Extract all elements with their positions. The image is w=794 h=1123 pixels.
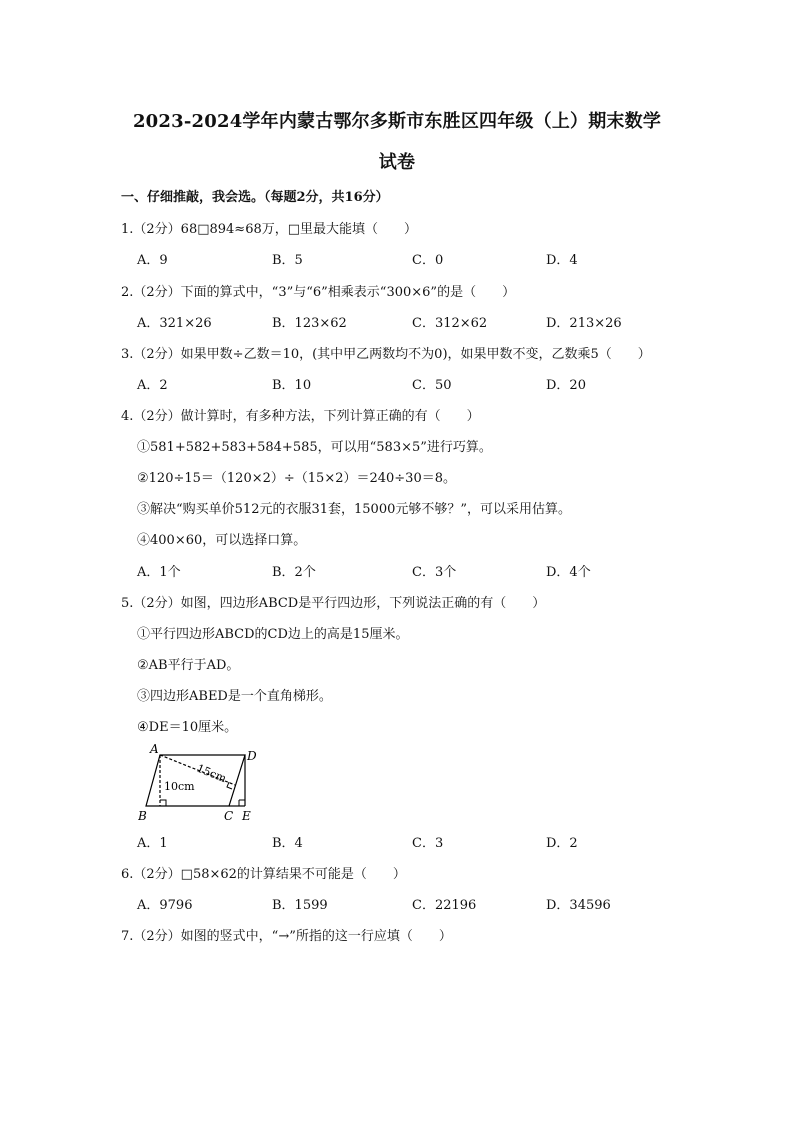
question-1-options	[137, 249, 697, 269]
option-c: C．3	[412, 836, 444, 851]
option-d: D．2	[546, 836, 578, 851]
question-4-statement-4: ④400×60，可以选择口算。	[137, 533, 307, 548]
option-c: C．50	[412, 378, 452, 393]
option-a: A．9796	[137, 898, 193, 913]
question-6-options	[137, 894, 697, 914]
label-e: E	[242, 809, 251, 823]
option-d: D．4	[546, 253, 578, 268]
option-a: A．1	[137, 836, 168, 851]
parallelogram-outline	[146, 755, 245, 806]
option-d: D．34596	[546, 898, 611, 913]
question-2-options	[137, 312, 697, 332]
question-5-statement-1: ①平行四边形ABCD的CD边上的高是15厘米。	[137, 627, 409, 642]
question-5-statement-2: ②AB平行于AD。	[137, 658, 240, 673]
question-4-statement-2: ②120÷15＝（120×2）÷（15×2）＝240÷30＝8。	[137, 471, 456, 486]
question-4-statement-1: ①581+582+583+584+585，可以用“583×5”进行巧算。	[137, 440, 492, 455]
question-7-stem: 7.（2分）如图的竖式中，“→”所指的这一行应填（ ）	[121, 929, 452, 944]
option-d: D．213×26	[546, 316, 622, 331]
option-b: B．10	[272, 378, 312, 393]
option-a: A．1个	[137, 565, 181, 580]
parallelogram-figure	[138, 740, 262, 824]
label-10cm: 10cm	[164, 780, 195, 793]
option-b: B．5	[272, 253, 303, 268]
option-d: D．20	[546, 378, 586, 393]
section-heading: 一、仔细推敲，我会选。（每题2分，共16分）	[121, 190, 389, 205]
exam-title-line2: 试卷	[378, 152, 416, 173]
question-1-stem: 1.（2分）68□894≈68万，□里最大能填（ ）	[121, 222, 418, 237]
option-b: B．4	[272, 836, 303, 851]
option-a: A．9	[137, 253, 168, 268]
label-c: C	[224, 809, 234, 823]
question-3-options	[137, 374, 697, 394]
option-c: C．0	[412, 253, 444, 268]
option-c: C．3个	[412, 565, 457, 580]
exam-title-line1: 2023-2024学年内蒙古鄂尔多斯市东胜区四年级（上）期末数学	[132, 111, 662, 132]
option-b: B．1599	[272, 898, 328, 913]
question-3-stem: 3.（2分）如果甲数÷乙数＝10，(其中甲乙两数均不为0)，如果甲数不变，乙数乘5（ ）	[121, 347, 651, 362]
option-c: C．22196	[412, 898, 477, 913]
option-a: A．321×26	[137, 316, 212, 331]
question-4-options	[137, 561, 697, 581]
option-b: B．2个	[272, 565, 316, 580]
option-b: B．123×62	[272, 316, 347, 331]
question-5-options	[137, 832, 697, 852]
question-5-statement-4: ④DE＝10厘米。	[137, 720, 238, 735]
question-6-stem: 6.（2分）□58×62的计算结果不可能是（ ）	[121, 867, 406, 882]
label-a: A	[150, 742, 159, 756]
option-a: A．2	[137, 378, 168, 393]
question-5-stem: 5.（2分）如图，四边形ABCD是平行四边形，下列说法正确的有（ ）	[121, 596, 546, 611]
option-d: D．4个	[546, 565, 591, 580]
label-b: B	[138, 809, 147, 823]
label-d: D	[247, 749, 257, 763]
question-5-statement-3: ③四边形ABED是一个直角梯形。	[137, 689, 332, 704]
option-c: C．312×62	[412, 316, 488, 331]
question-4-statement-3: ③解决“购买单价512元的衣服31套，15000元够不够？”，可以采用估算。	[137, 502, 572, 517]
question-2-stem: 2.（2分）下面的算式中，“3”与“6”相乘表示“300×6”的是（ ）	[121, 285, 516, 300]
label-15cm: 15cm	[194, 761, 229, 786]
question-4-stem: 4.（2分）做计算时，有多种方法，下列计算正确的有（ ）	[121, 409, 480, 424]
right-angle-mark-1	[160, 800, 166, 806]
